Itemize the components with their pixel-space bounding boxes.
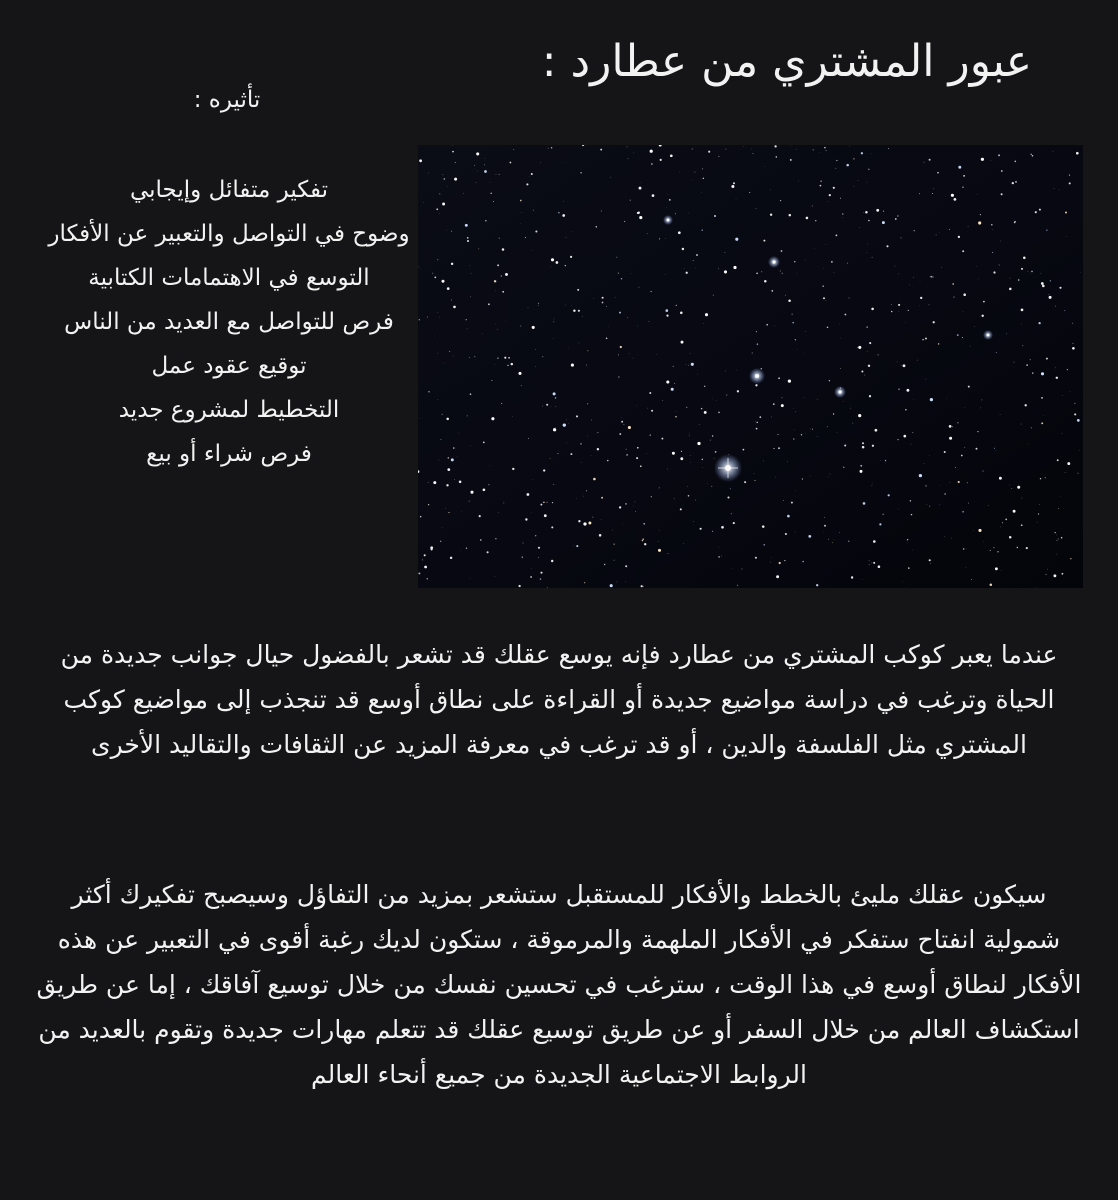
starfield-photo <box>418 145 1083 588</box>
effect-item: التوسع في الاهتمامات الكتابية <box>88 265 370 291</box>
effects-list <box>44 168 414 476</box>
effects-heading: تأثيره : <box>193 87 261 113</box>
effect-item: التخطيط لمشروع جديد <box>118 397 340 423</box>
paragraph-details: سيكون عقلك مليئ بالخطط والأفكار للمستقبل ستشعر بمزيد من التفاؤل وسيصبح تفكيرك أكثر شمولية انفتاح ستفكر في الأفكار الملهمة والمرموقة ، ستكون لديك رغبة أقوى في التعبير عن هذه الأفكار لنطاق أوسع في هذا الوقت ، سترغب في تحسين نفسك من خلال توسيع آفاقك ، إما عن طريق استكشاف العالم من خلال السفر أو عن طريق توسيع عقلك قد تتعلم مهارات جديدة وتقوم بالعديد من الروابط الاجتماعية الجديدة من جميع أنحاء العالم <box>36 880 1082 1089</box>
effect-item: فرص للتواصل مع العديد من الناس <box>64 309 394 335</box>
starfield-icon <box>418 145 1083 588</box>
effect-item: وضوح في التواصل والتعبير عن الأفكار <box>48 221 410 247</box>
paragraph-intro: عندما يعبر كوكب المشتري من عطارد فإنه يوسع عقلك قد تشعر بالفضول حيال جوانب جديدة من الحياة وترغب في دراسة مواضيع جديدة أو القراءة على نطاق أوسع قد تنجذب إلى مواضيع كوكب المشتري مثل الفلسفة والدين ، أو قد ترغب في معرفة المزيد عن الثقافات والتقاليد الأخرى <box>60 640 1058 759</box>
effect-item: تفكير متفائل وإيجابي <box>129 177 329 203</box>
effect-item: توقيع عقود عمل <box>151 353 307 379</box>
effect-item: فرص شراء أو بيع <box>146 441 312 467</box>
page-title: عبور المشتري من عطارد : <box>541 36 1032 87</box>
